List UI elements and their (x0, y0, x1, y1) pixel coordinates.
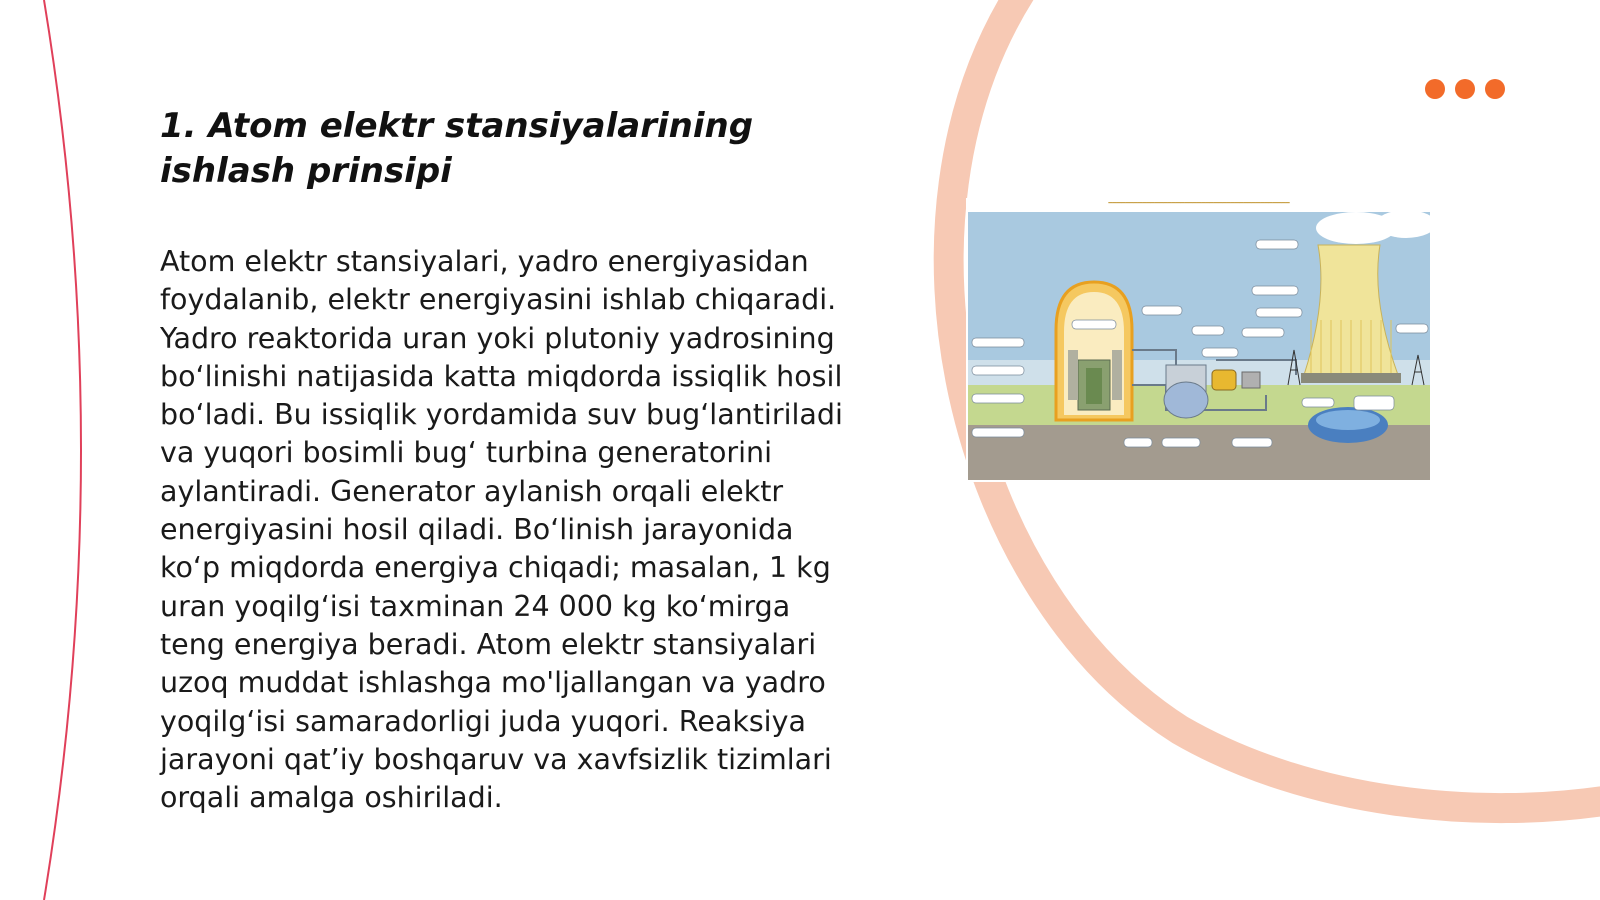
menu-dots (1425, 79, 1505, 99)
dot-icon (1455, 79, 1475, 99)
nuclear-power-plant-diagram-icon (966, 210, 1432, 482)
slide-title: 1. Atom elektr stansiyalarining ishlash prinsipi (160, 106, 754, 191)
slide-body-text: Atom elektr stansiyalari, yadro energiyasidan foydalanib, elektr energiyasini ishlab chiqaradi. Yadro reaktorida uran yoki plutoniy yadrosining bo‘linishi natijasida katta miqdorda issiqlik hosil bo‘ladi. Bu issiqlik yordamida suv bug‘lantiriladi va yuqori bosimli bug‘ turbina generatorini aylantiradi. Generator aylanish orqali elektr energiyasini hosil qiladi. Bo‘linish jarayonida ko‘p miqdorda energiya chiqadi; masalan, 1 kg uran yoqilg‘isi taxminan 24 000 kg ko‘mirga teng energiya beradi. Atom elektr stansiyalari uzoq muddat ishlashga mo'ljallangan va yadro yoqilg‘isi samaradorligi juda yuqori. Reaksiya jarayoni qat’iy boshqaruv va xavfsizlik tizimlari orqali amalga oshiriladi. (160, 245, 843, 815)
dot-icon (1425, 79, 1445, 99)
left-accent-line (44, 0, 81, 900)
figure-caption: ━━━━━━━━━━━━━━━━━━━━━━━━━━━━━━━━━━━━━━━━━━━ (1108, 198, 1290, 207)
dot-icon (1485, 79, 1505, 99)
nuclear-plant-diagram (966, 198, 1432, 482)
